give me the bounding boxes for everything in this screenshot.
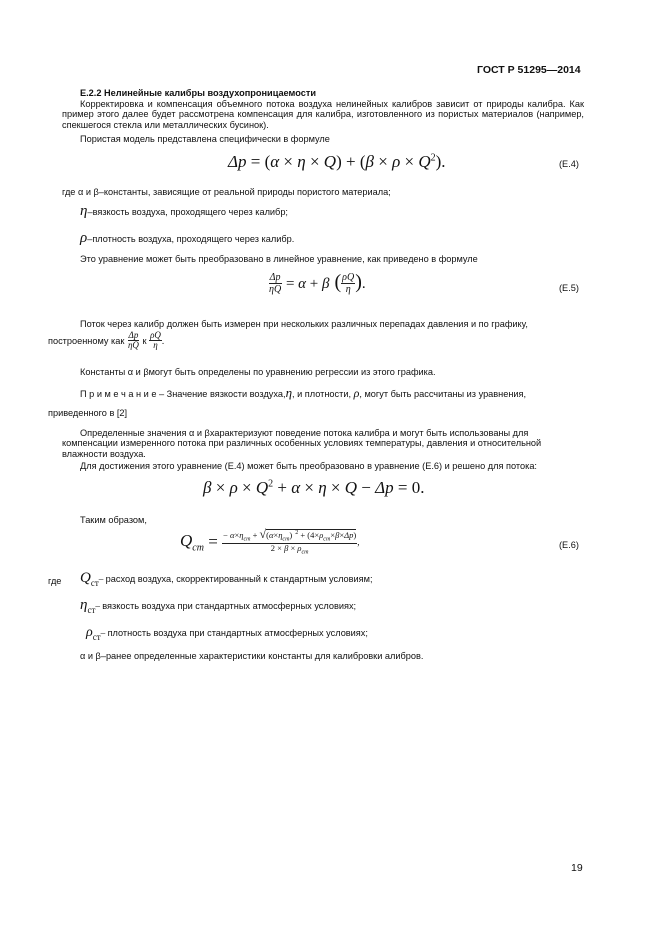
paragraph-flow-measure: Поток через калибр должен быть измерен при нескольких различных перепадах давления и по графику, — [80, 319, 528, 329]
eta-symbol: η — [80, 203, 88, 219]
paragraph-constants: Константы α и βмогут быть определены по уравнению регрессии из этого графика. — [80, 367, 436, 377]
eta-definition — [80, 203, 288, 220]
paragraph-linear: Это уравнение может быть преобразовано в линейное уравнение, как приведено в формуле — [80, 254, 478, 264]
note-tail: , могут быть рассчитаны из уравнения, — [359, 389, 527, 399]
paragraph-thus: Таким образом, — [80, 515, 147, 525]
eta-definition-text: –вязкость воздуха, проходящего через калибр; — [87, 207, 288, 217]
paragraph-intro: Корректировка и компенсация объемного потока воздуха нелинейных калибров зависит от природы калибра. Как пример этого далее будет рассмотрена компенсация для калибра, изготовленного из пористых материалов (например, спекшегося стекла или металлических бусинок). — [62, 99, 584, 130]
document-id: ГОСТ Р 51295—2014 — [477, 64, 581, 76]
equation-e6-label: (Е.6) — [559, 540, 579, 550]
plot-to-text: к — [142, 336, 147, 347]
rho-definition-text: –плотность воздуха, проходящего через калибр. — [87, 234, 295, 244]
eta-std-definition: $\eta_{ст}-$ вязкость воздуха при стандартных атмосферных условиях; — [80, 597, 357, 615]
note — [80, 385, 526, 401]
equation-e5: $\frac{\Delta p}{\eta Q}$ = α + β ( $\frac{\rho Q}{\eta}$ ). — [269, 271, 366, 296]
note-lead: П р и м е ч а н и е – Значение вязкости воздуха, — [80, 389, 286, 399]
paragraph-plot-as: построенному как $\frac{\Delta p}{\eta Q}$ к $\frac{\rho Q}{\eta}$ . — [48, 330, 165, 351]
rho-std-symbol: $\rho_{ст}$ — [86, 625, 101, 642]
rho-symbol: ρ — [80, 230, 88, 246]
note-reference: приведенного в [2] — [48, 408, 128, 418]
section-title: Е.2.2 Нелинейные калибры воздухопроницаемости — [80, 88, 316, 98]
equation-quadratic: $\beta \times \rho \times Q^2 + \alpha \times \eta \times Q - \Delta p = 0$. — [203, 478, 425, 497]
where-constants: где α и β–константы, зависящие от реальной природы пористого материала; — [62, 187, 391, 197]
rho-std-definition-text: плотность воздуха при стандартных атмосферных условиях; — [107, 628, 368, 638]
paragraph-porous-model: Пористая модель представлена специфически в формуле — [80, 134, 330, 144]
equation-e4: $\Delta p = (\alpha \times \eta \times Q) + (\beta \times \rho \times Q^2)$. — [228, 152, 446, 171]
rho-std-definition: $\rho_{ст}-$ плотность воздуха при стандартных атмосферных условиях; — [86, 625, 368, 642]
paragraph-transform: Для достижения этого уравнение (Е.4) может быть преобразовано в уравнение (Е.6) и решено для потока: — [80, 461, 537, 471]
where-gde: где — [48, 576, 62, 586]
rho-definition — [80, 230, 294, 247]
note-mid: , и плотности, — [292, 389, 352, 399]
note-eta-symbol: η — [285, 385, 293, 400]
q-std-definition: $Q_{ст}-$ расход воздуха, скорректированный к стандартным условиям; — [80, 570, 373, 588]
page-number: 19 — [571, 862, 583, 874]
q-std-definition-text: расход воздуха, скорректированный к стандартным условиям; — [105, 574, 373, 584]
alpha-beta-definition: α и β–ранее определенные характеристики константы для калибровки алибров. — [80, 651, 424, 661]
eta-std-definition-text: вязкость воздуха при стандартных атмосферных условиях; — [102, 601, 357, 611]
note-rho-symbol: ρ — [353, 386, 360, 400]
equation-e5-label: (Е.5) — [559, 283, 579, 293]
plot-as-text: построенному как — [48, 336, 125, 347]
q-std-symbol: $Q_{ст}$ — [80, 570, 99, 588]
equation-e4-label: (Е.4) — [559, 159, 579, 169]
equation-e6: $Q_{cm}$ = $\frac{- \alpha\times\eta_{cm} + √(\alpha\times\eta_{cm}) ^2 + (4\times\rho_{cm}\times\beta\times\Delta p)}{2 \times \beta \times \rho_{cm}}$ , — [180, 527, 360, 556]
eta-std-symbol: $\eta_{ст}$ — [80, 597, 96, 615]
paragraph-determined-values: Определенные значения α и βхарактеризуют поведение потока калибра и могут быть использованы для компенсации измеренного потока при различных особенных условиях температуры, давления и относительной влажности воздуха. — [62, 428, 542, 459]
